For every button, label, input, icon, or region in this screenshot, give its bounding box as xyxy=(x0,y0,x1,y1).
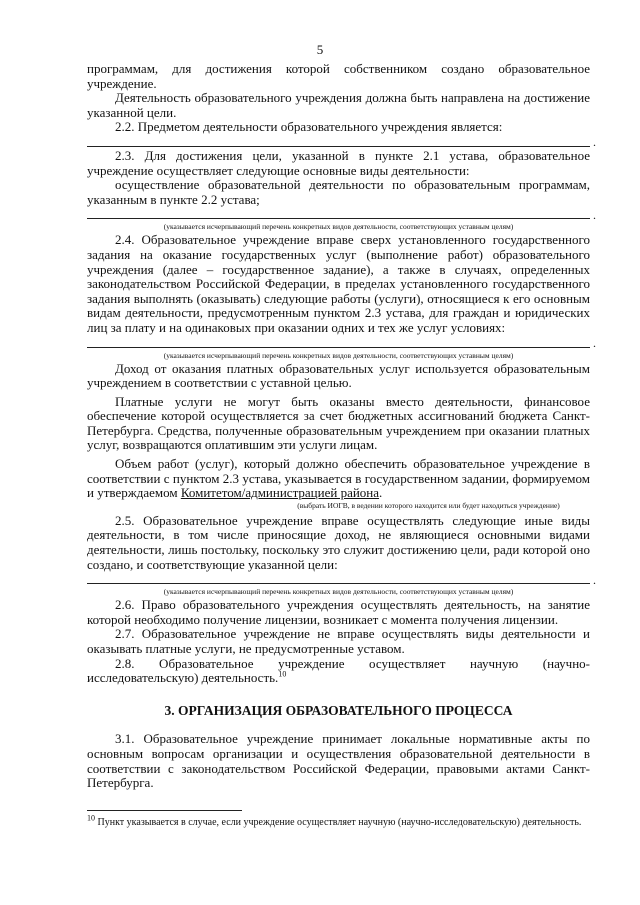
note-activity-list: (указывается исчерпывающий перечень конкретных видов деятельности, соответствующих уставным целям) xyxy=(163,222,514,232)
document-body xyxy=(87,61,596,791)
footnote-text: Пункт указывается в случае, если учреждение осуществляет научную (научно-исследовательскую) деятельность. xyxy=(97,817,582,828)
fill-line: . xyxy=(87,573,590,584)
paragraph-2-2: 2.2. Предметом деятельности образовательного учреждения является: xyxy=(115,119,503,135)
footnote-separator xyxy=(87,810,242,811)
paragraph-volume: Объем работ (услуг), который должно обеспечить образовательное учреждение в соответствии с пунктом 2.3 устава, указывается в государственном задании, формируемом и утверждаемом Комитетом/администрацией района. xyxy=(87,456,590,501)
note-iogv: (выбрать ИОГВ, в ведении которого находится или будет находиться учреждение) xyxy=(297,500,560,510)
iogv-placeholder: Комитетом/администрацией района xyxy=(180,485,380,501)
paragraph-income: Доход от оказания платных образовательных услуг используется образовательным учреждением в соответствии с уставной целью. xyxy=(87,360,590,391)
footnote xyxy=(87,813,590,830)
paragraph-2-3: 2.3. Для достижения цели, указанной в пункте 2.1 устава, образовательное учреждение осуществляет следующие основные виды деятельности: xyxy=(87,147,590,178)
note-activity-list: (указывается исчерпывающий перечень конкретных видов деятельности, соответствующих уставным целям) xyxy=(163,350,514,360)
footnote-ref: 10 xyxy=(278,669,287,679)
paragraph-activity: Деятельность образовательного учреждения должна быть направлена на достижение указанной цели. xyxy=(87,90,590,120)
paragraph-2-7: 2.7. Образовательное учреждение не вправе осуществлять виды деятельности и оказывать платные услуги, не предусмотренные уставом. xyxy=(87,626,590,656)
section-title: 3. ОРГАНИЗАЦИЯ ОБРАЗОВАТЕЛЬНОГО ПРОЦЕССА xyxy=(164,702,513,718)
page-number: 5 xyxy=(316,42,324,57)
paragraph-2-5: 2.5. Образовательное учреждение вправе осуществлять следующие иные виды деятельности, в том числе приносящие доход, не являющиеся основными видами деятельности, лишь постольку, поскольку это служит достижению цели, ради которой оно создано, и соответствующие указанной цели: xyxy=(87,512,590,572)
fill-line: . xyxy=(87,136,590,147)
paragraph-2-8: 2.8. Образовательное учреждение осуществляет научную (научно-исследовательскую) деятельность.$^{10}$ xyxy=(87,655,590,686)
fill-line: . xyxy=(87,208,590,219)
paragraph-2-4: 2.4. Образовательное учреждение вправе сверх установленного государственного задания на оказание государственных услуг (выполнение работ) образовательного учреждения (далее – государственное задание), а также в случаях, определенных законодательством Российской Федерации, в пределах установленного государственного задания выполнять (оказывать) следующие работы (услуги), относящиеся к его основным видам деятельности, предусмотренным пунктом 2.3 устава, для граждан и юридических лиц за плату и на одинаковых при оказании одних и тех же услуг условиях: xyxy=(87,232,590,335)
fill-line: . xyxy=(87,337,590,348)
note-activity-list: (указывается исчерпывающий перечень конкретных видов деятельности, соответствующих уставным целям) xyxy=(163,587,514,597)
paragraph-2-3-b: осуществление образовательной деятельности по образовательным программам, указанным в пункте 2.2 устава; xyxy=(87,177,590,207)
footnote-number: 10 xyxy=(87,813,95,823)
paragraph-intro: программам, для достижения которой собственником создано образовательное учреждение. xyxy=(87,61,590,91)
paragraph-2-6: 2.6. Право образовательного учреждения осуществлять деятельность, на занятие которой необходимо получение лицензии, возникает с момента получения лицензии. xyxy=(87,597,590,627)
paragraph-3-1: 3.1. Образовательное учреждение принимает локальные нормативные акты по основным вопросам организации и осуществления образовательной деятельности в соответствии с законодательством Российской Федерации, правовыми актами Санкт-Петербурга. xyxy=(87,731,590,791)
paragraph-paid: Платные услуги не могут быть оказаны вместо деятельности, финансовое обеспечение которой осуществляется за счет бюджетных ассигнований бюджета Санкт-Петербурга. Средства, полученные образовательным учреждением при оказании платных услуг, возвращаются оплатившим эти услуги лицам. xyxy=(87,393,590,453)
